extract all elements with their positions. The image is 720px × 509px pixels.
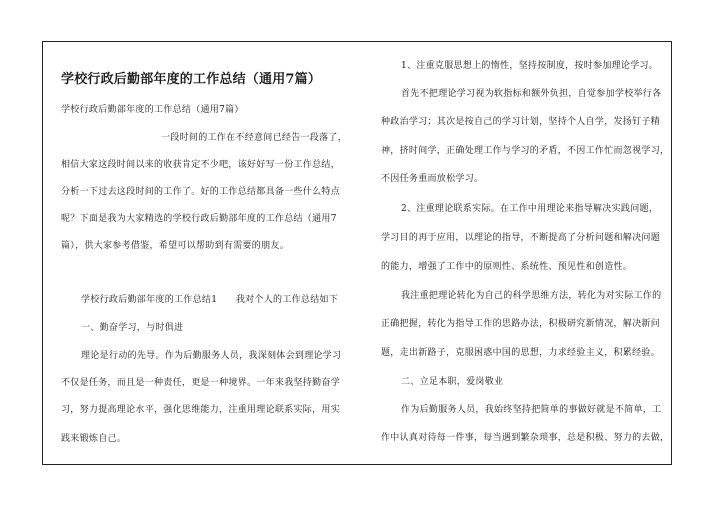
paragraph-line: 2、注重理论联系实际。在工作中用理论来指导解决实践问题， (401, 204, 659, 214)
paragraph-line: 不因任务重而放松学习。 (381, 174, 484, 184)
paragraph-line: 篇），供大家参考借鉴，希望可以帮助到有需要的朋友。 (61, 241, 290, 251)
paragraph-line: 1、注重克服思想上的惰性，坚持按制度，按时参加理论学习。 (401, 61, 659, 71)
document-page (42, 41, 672, 465)
paragraph-line: 种政治学习；其次是按自己的学习计划，坚持个人自学，发扬钉子精 (381, 117, 661, 127)
paragraph-line: 正确把握，转化为指导工作的思路办法，积极研究新情况，解决新问 (381, 319, 661, 329)
paragraph-line: 践来锻炼自己。 (61, 434, 127, 444)
section-heading: 学校行政后勤部年度的工作总结1 我对个人的工作总结如下 (81, 295, 339, 305)
section-heading: 一、勤奋学习，与时俱进 (81, 323, 184, 333)
section-heading: 二、立足本职，爱岗敬业 (401, 377, 504, 387)
paragraph-line: 习，努力提高理论水平，强化思维能力，注重用理论联系实际，用实 (61, 405, 341, 415)
paragraph-line: 作为后勤服务人员，我始终坚持把简单的事做好就是不简单，工 (401, 405, 662, 415)
paragraph-line: 呢？下面是我为大家精选的学校行政后勤部年度的工作总结（通用7 (61, 214, 337, 224)
document-subtitle: 学校行政后勤部年度的工作总结（通用7篇） (61, 105, 244, 115)
paragraph-line: 题，走出新路子，克服困惑中国的思想，力求经验主义，积累经验。 (381, 348, 661, 358)
paragraph-line: 分析一下过去这段时间的工作了。好的工作总结都具备一些什么特点 (61, 187, 341, 197)
paragraph-line: 神，挤时间学，正确处理工作与学习的矛盾，不因工作忙而忽视学习， (381, 146, 670, 156)
paragraph-line: 理论是行动的先导。作为后勤服务人员，我深刻体会到理论学习 (81, 351, 342, 361)
paragraph-line: 作中认真对待每一件事，每当遇到繁杂琐事，总是积极、努力的去做， (381, 433, 670, 443)
paragraph-line: 不仅是任务，而且是一种责任，更是一种境界。一年来我坚持勤奋学 (61, 378, 341, 388)
paragraph-line: 首先不把理论学习视为软指标和额外负担，自觉参加学校举行各 (401, 89, 662, 99)
paragraph-line: 一段时间的工作在不经意间已经告一段落了， (161, 133, 348, 143)
document-title: 学校行政后勤部年度的工作总结（通用7篇） (61, 72, 322, 87)
paragraph-line: 相信大家这段时间以来的收获肯定不少吧，该好好写一份工作总结， (61, 160, 341, 170)
paragraph-line: 学习目的再于应用，以理论的指导，不断提高了分析问题和解决问题 (381, 233, 661, 243)
paragraph-line: 的能力，增强了工作中的原则性、系统性、预见性和创造性。 (381, 262, 633, 272)
paragraph-line: 我注重把理论转化为自己的科学思维方法，转化为对实际工作的 (401, 291, 662, 301)
